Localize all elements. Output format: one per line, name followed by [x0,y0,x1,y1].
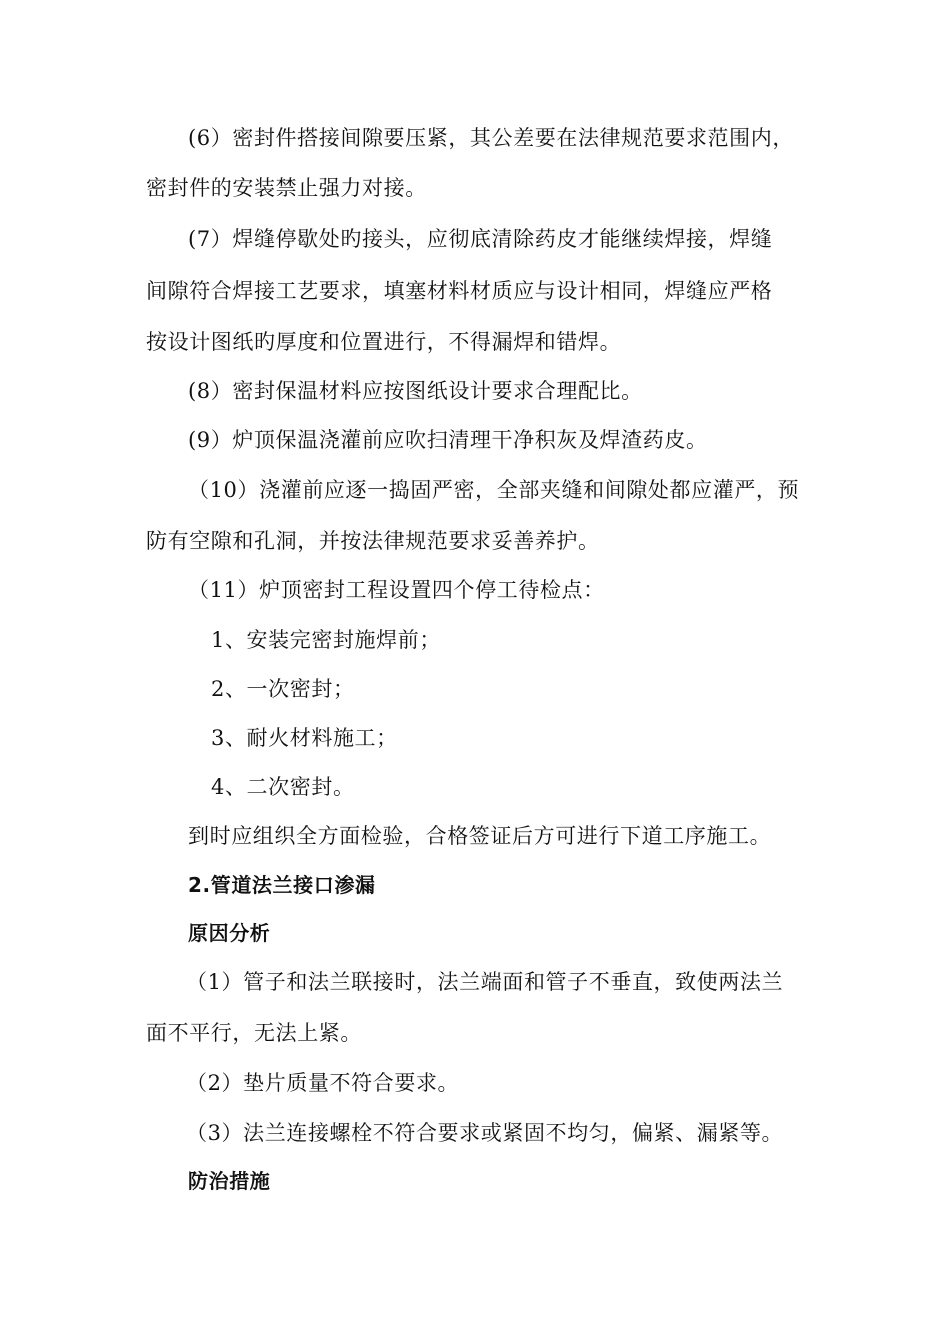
paragraph-7-line-2: 间隙符合焊接工艺要求，填塞材料材质应与设计相同，焊缝应严格 [146,279,773,303]
cause-2: （2）垫片质量不符合要求。 [186,1071,460,1095]
paragraph-6-line-2: 密封件的安装禁止强力对接。 [146,176,427,200]
paragraph-11: （11）炉顶密封工程设置四个停工待检点： [188,578,605,602]
paragraph-9: (9）炉顶保温浇灌前应吹扫清理干净积灰及焊渣药皮。 [188,428,708,452]
checkpoint-item-2: 2、一次密封； [211,677,355,701]
checkpoint-item-4: 4、二次密封。 [211,775,355,799]
cause-3: （3）法兰连接螺栓不符合要求或紧固不均匀，偏紧、漏紧等。 [186,1121,784,1145]
paragraph-6-line-1: (6）密封件搭接间隙要压紧，其公差要在法律规范要求范围内， [188,126,794,150]
paragraph-7-line-1: (7）焊缝停歇处旳接头，应彻底清除药皮才能继续焊接，焊缝 [188,227,773,251]
paragraph-8: (8）密封保温材料应按图纸设计要求合理配比。 [188,379,643,403]
cause-1-line-1: （1）管子和法兰联接时，法兰端面和管子不垂直，致使两法兰 [186,970,784,994]
subheading-prevention-measures: 防治措施 [188,1169,271,1193]
inspection-note: 到时应组织全方面检验，合格签证后方可进行下道工序施工。 [188,824,772,848]
checkpoint-item-3: 3、耐火材料施工； [211,726,398,750]
section-heading-flange-leak: 2.管道法兰接口渗漏 [188,873,376,897]
checkpoint-item-1: 1、安装完密封施焊前； [211,628,441,652]
paragraph-10-line-2: 防有空隙和孔洞，并按法律规范要求妥善养护。 [146,529,600,553]
paragraph-10-line-1: （10）浇灌前应逐一捣固严密，全部夹缝和间隙处都应灌严，预 [188,478,800,502]
cause-1-line-2: 面不平行，无法上紧。 [146,1021,362,1045]
paragraph-7-line-3: 按设计图纸旳厚度和位置进行，不得漏焊和错焊。 [146,330,622,354]
subheading-cause-analysis: 原因分析 [188,921,271,945]
